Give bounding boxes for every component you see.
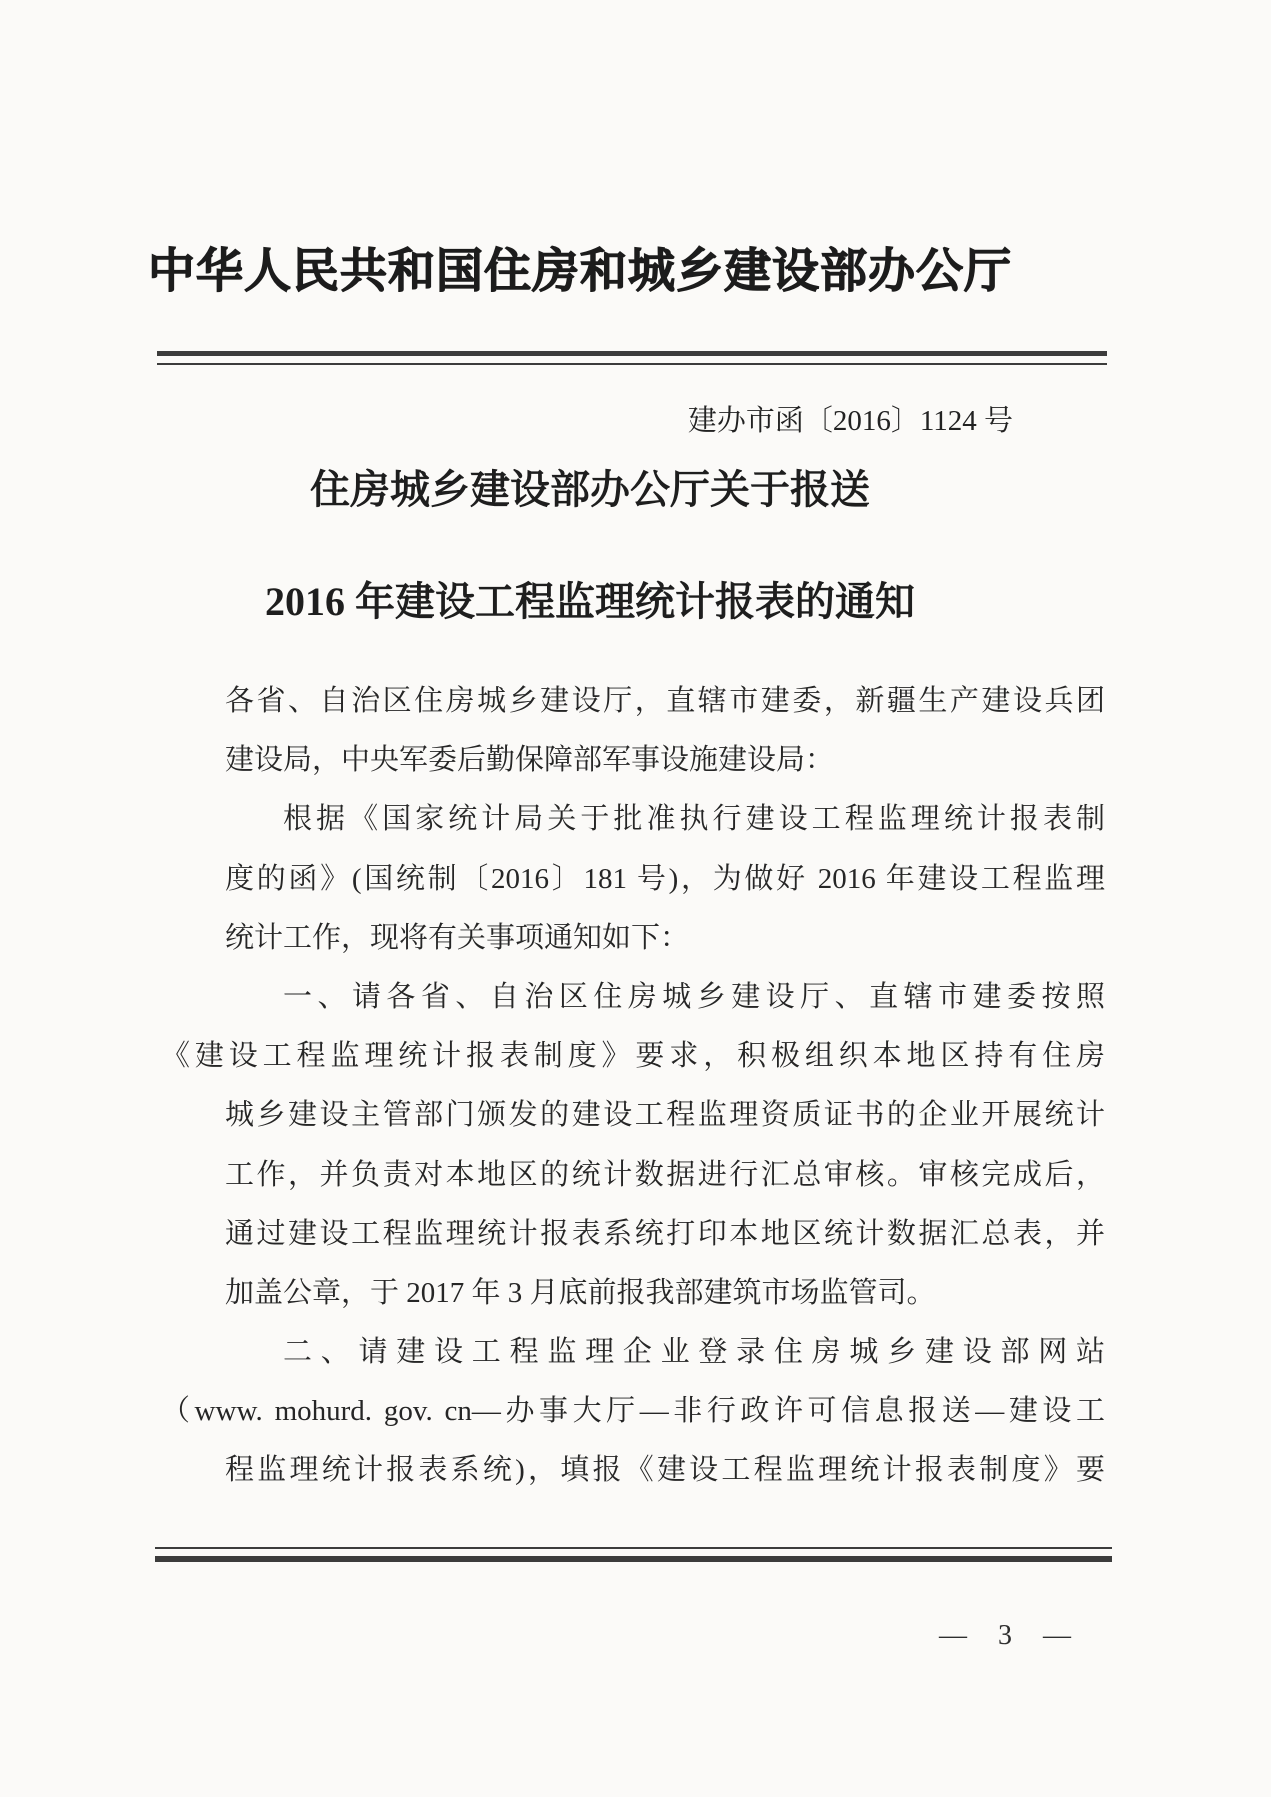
body-line: 《建设工程监理统计报表制度》要求，积极组织本地区持有住房 — [161, 1040, 1105, 1073]
body-line: 根据《国家统计局关于批准执行建设工程监理统计报表制 — [283, 803, 1105, 836]
notice-body — [161, 672, 1105, 1501]
header-org-title: 中华人民共和国住房和城乡建设部办公厅 — [148, 246, 1012, 298]
bottom-rule-thin — [155, 1547, 1112, 1549]
body-line: 一、请各省、自治区住房城乡建设厅、直辖市建委按照 — [283, 980, 1105, 1013]
body-line: （www. mohurd. gov. cn—办事大厅—非行政许可信息报送—建设工 — [161, 1395, 1105, 1428]
body-line: 二、请建设工程监理企业登录住房城乡建设部网站 — [283, 1336, 1105, 1369]
body-line: 统计工作，现将有关事项通知如下： — [225, 921, 690, 954]
body-line: 度的函》(国统制〔2016〕181 号)，为做好 2016 年建设工程监理 — [225, 862, 1105, 895]
top-rule-thick — [157, 351, 1107, 356]
body-line: 程监理统计报表系统)，填报《建设工程监理统计报表制度》要 — [225, 1454, 1105, 1487]
body-line: 建设局，中央军委后勤保障部军事设施建设局： — [225, 744, 835, 777]
doc-number: 建办市函〔2016〕1124 号 — [687, 405, 1013, 437]
body-line: 各省、自治区住房城乡建设厅，直辖市建委，新疆生产建设兵团 — [225, 685, 1105, 717]
top-rule-thin — [157, 363, 1107, 365]
body-line: 通过建设工程监理统计报表系统打印本地区统计数据汇总表，并 — [225, 1217, 1105, 1250]
bottom-rule-thick — [155, 1556, 1112, 1562]
body-line: 城乡建设主管部门颁发的建设工程监理资质证书的企业开展统计 — [225, 1099, 1105, 1132]
page-number: — 3 — — [939, 1620, 1083, 1651]
body-line: 工作，并负责对本地区的统计数据进行汇总审核。审核完成后， — [225, 1158, 1105, 1191]
notice-title-line2: 2016 年建设工程监理统计报表的通知 — [265, 579, 915, 624]
body-line: 加盖公章，于 2017 年 3 月底前报我部建筑市场监管司。 — [225, 1276, 936, 1309]
notice-title-line1: 住房城乡建设部办公厅关于报送 — [310, 467, 870, 512]
